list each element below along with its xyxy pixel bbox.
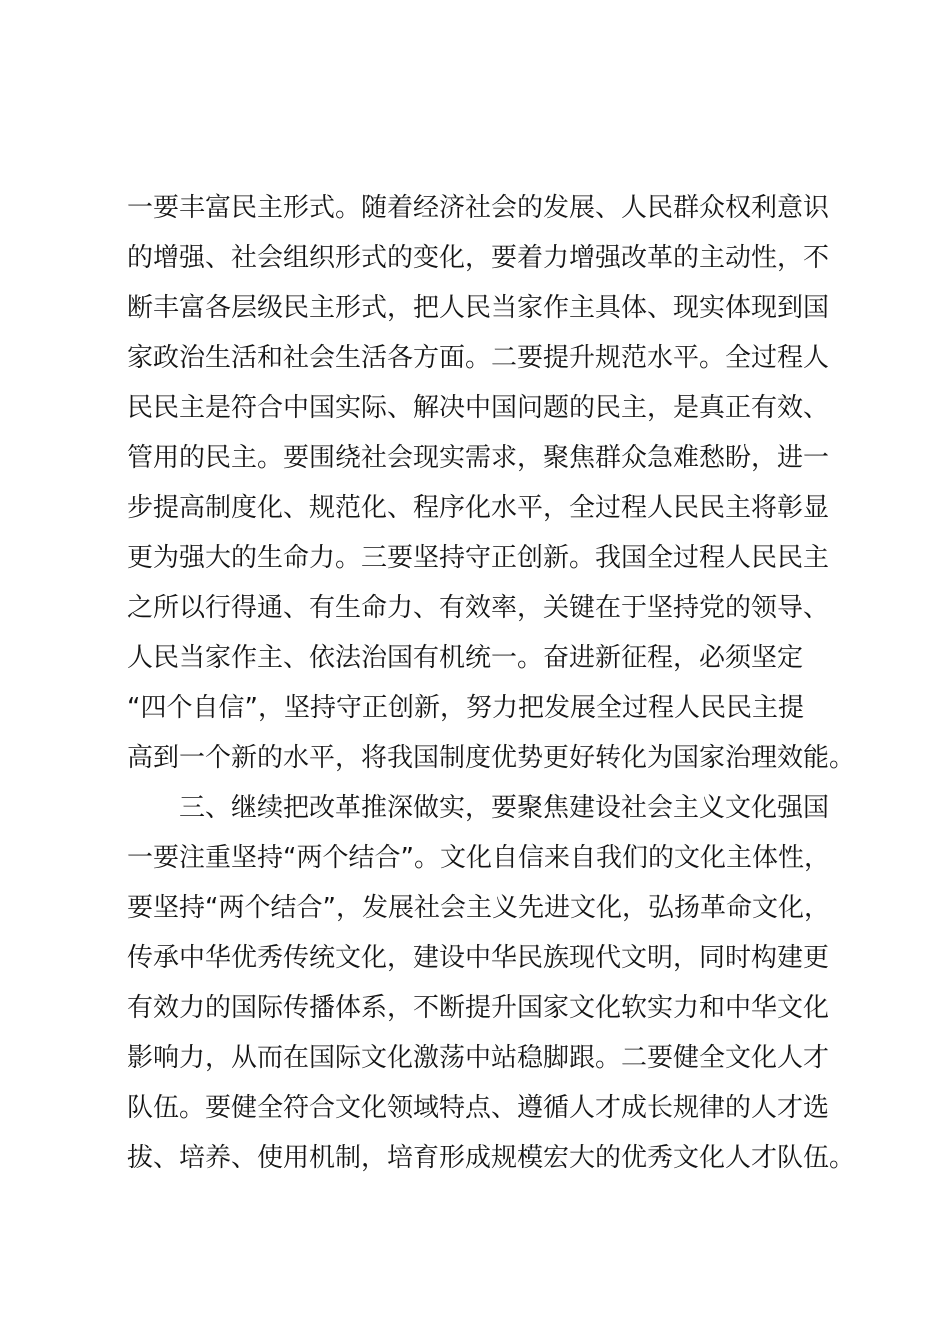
text-line: 一要丰富民主形式。随着经济社会的发展、人民群众权利意识 (127, 193, 830, 223)
text-line: 影响力，从而在国际文化激荡中站稳脚跟。二要健全文化人才 (127, 1043, 830, 1073)
text-line: 的增强、社会组织形式的变化，要着力增强改革的主动性，不 (127, 243, 830, 273)
text-line: 步提高制度化、规范化、程序化水平，全过程人民民主将彰显 (127, 493, 830, 523)
text-line: “四个自信”，坚持守正创新，努力把发展全过程人民民主提 (127, 693, 804, 723)
text-line: 人民当家作主、依法治国有机统一。奋进新征程，必须坚定 (127, 643, 804, 673)
text-line: 民民主是符合中国实际、解决中国问题的民主，是真正有效、 (127, 393, 830, 423)
section-heading-line: 三、继续把改革推深做实，要聚焦建设社会主义文化强国 (179, 793, 830, 823)
paragraph-culture (127, 783, 856, 1183)
text-line: 有效力的国际传播体系，不断提升国家文化软实力和中华文化 (127, 993, 830, 1023)
text-line: 要坚持“两个结合”，发展社会主义先进文化，弘扬革命文化， (127, 893, 830, 923)
text-line: 传承中华优秀传统文化，建设中华民族现代文明，同时构建更 (127, 943, 830, 973)
text-line: 更为强大的生命力。三要坚持守正创新。我国全过程人民民主 (127, 543, 830, 573)
text-line: 高到一个新的水平，将我国制度优势更好转化为国家治理效能。 (127, 743, 856, 773)
paragraph-democracy (127, 183, 856, 783)
text-line: 家政治生活和社会生活各方面。二要提升规范水平。全过程人 (127, 343, 830, 373)
text-line: 之所以行得通、有生命力、有效率，关键在于坚持党的领导、 (127, 593, 830, 623)
text-line: 管用的民主。要围绕社会现实需求，聚焦群众急难愁盼，进一 (127, 443, 830, 473)
text-line: 断丰富各层级民主形式，把人民当家作主具体、现实体现到国 (127, 293, 830, 323)
text-line: 一要注重坚持“两个结合”。文化自信来自我们的文化主体性， (127, 843, 830, 873)
text-line: 队伍。要健全符合文化领域特点、遵循人才成长规律的人才选 (127, 1093, 830, 1123)
text-line: 拔、培养、使用机制，培育形成规模宏大的优秀文化人才队伍。 (127, 1143, 856, 1173)
